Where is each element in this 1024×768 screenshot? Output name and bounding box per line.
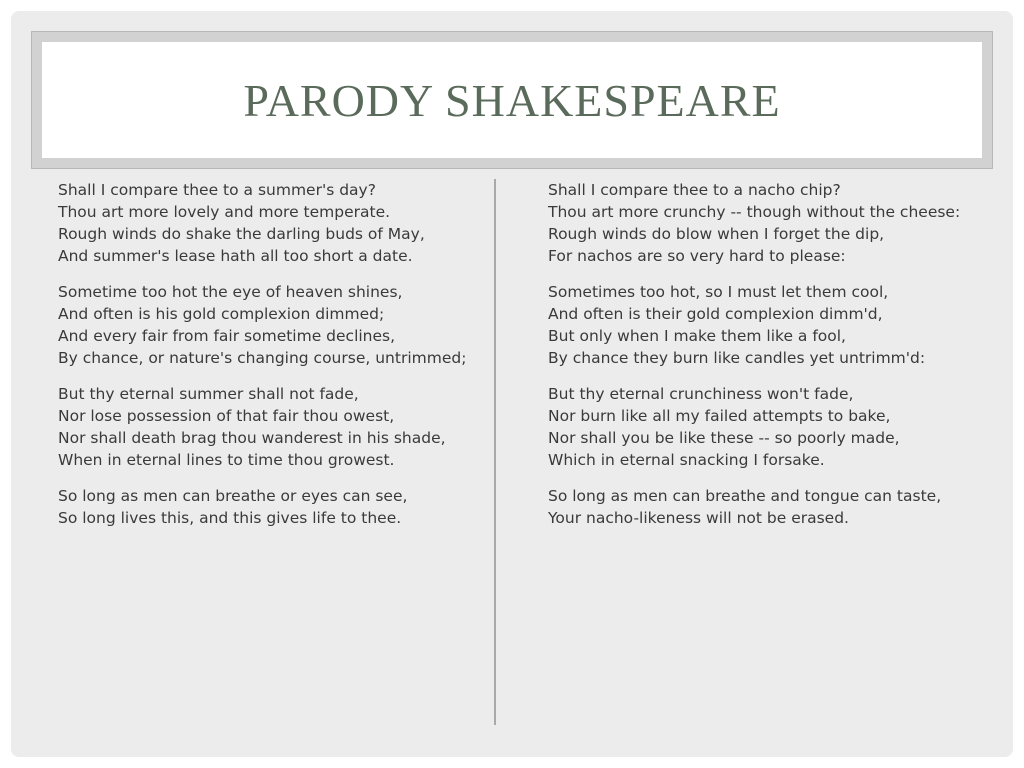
poem-line: For nachos are so very hard to please: xyxy=(548,247,846,265)
poem-line: And often is their gold complexion dimm'd, xyxy=(548,305,883,323)
poem-line: Rough winds do shake the darling buds of May, xyxy=(58,225,425,243)
slide-title: PARODY SHAKESPEARE xyxy=(243,74,781,126)
poem-line: By chance they burn like candles yet untrimm'd: xyxy=(548,349,926,367)
poem-line: Which in eternal snacking I forsake. xyxy=(548,451,825,469)
stanza xyxy=(548,183,968,264)
column-divider xyxy=(494,179,496,725)
stanza xyxy=(58,489,478,526)
poem-line: But thy eternal crunchiness won't fade, xyxy=(548,385,854,403)
poem-line: Shall I compare thee to a nacho chip? xyxy=(548,181,841,199)
poem-line: And summer's lease hath all too short a date. xyxy=(58,247,413,265)
poem-line: When in eternal lines to time thou growest. xyxy=(58,451,395,469)
title-frame xyxy=(31,31,993,169)
poem-line: So long as men can breathe and tongue can taste, xyxy=(548,487,942,505)
poem-line: Sometime too hot the eye of heaven shines, xyxy=(58,283,403,301)
poem-line: Sometimes too hot, so I must let them cool, xyxy=(548,283,889,301)
poem-line: Nor shall you be like these -- so poorly made, xyxy=(548,429,900,447)
stanza xyxy=(548,387,968,468)
poem-line: Rough winds do blow when I forget the dip, xyxy=(548,225,885,243)
stanza xyxy=(58,387,478,468)
poem-line: Nor burn like all my failed attempts to bake, xyxy=(548,407,891,425)
poem-line: Thou art more lovely and more temperate. xyxy=(58,203,391,221)
poem-line: And every fair from fair sometime declines, xyxy=(58,327,396,345)
title-box xyxy=(42,42,982,158)
poem-line: But thy eternal summer shall not fade, xyxy=(58,385,359,403)
poem-line: And often is his gold complexion dimmed; xyxy=(58,305,385,323)
poem-line: Your nacho-likeness will not be erased. xyxy=(548,509,849,527)
poem-line: Nor shall death brag thou wanderest in his shade, xyxy=(58,429,446,447)
stanza xyxy=(548,285,968,366)
original-sonnet-column xyxy=(58,183,478,547)
poem-line: But only when I make them like a fool, xyxy=(548,327,846,345)
poem-line: By chance, or nature's changing course, untrimmed; xyxy=(58,349,467,367)
poem-line: So long as men can breathe or eyes can see, xyxy=(58,487,408,505)
slide xyxy=(11,11,1013,757)
stanza xyxy=(548,489,968,526)
parody-sonnet-column xyxy=(548,183,968,547)
poem-line: Shall I compare thee to a summer's day? xyxy=(58,181,376,199)
poem-line: Thou art more crunchy -- though without the cheese: xyxy=(548,203,961,221)
stanza xyxy=(58,183,478,264)
stanza xyxy=(58,285,478,366)
poem-line: So long lives this, and this gives life to thee. xyxy=(58,509,402,527)
poem-line: Nor lose possession of that fair thou owest, xyxy=(58,407,395,425)
